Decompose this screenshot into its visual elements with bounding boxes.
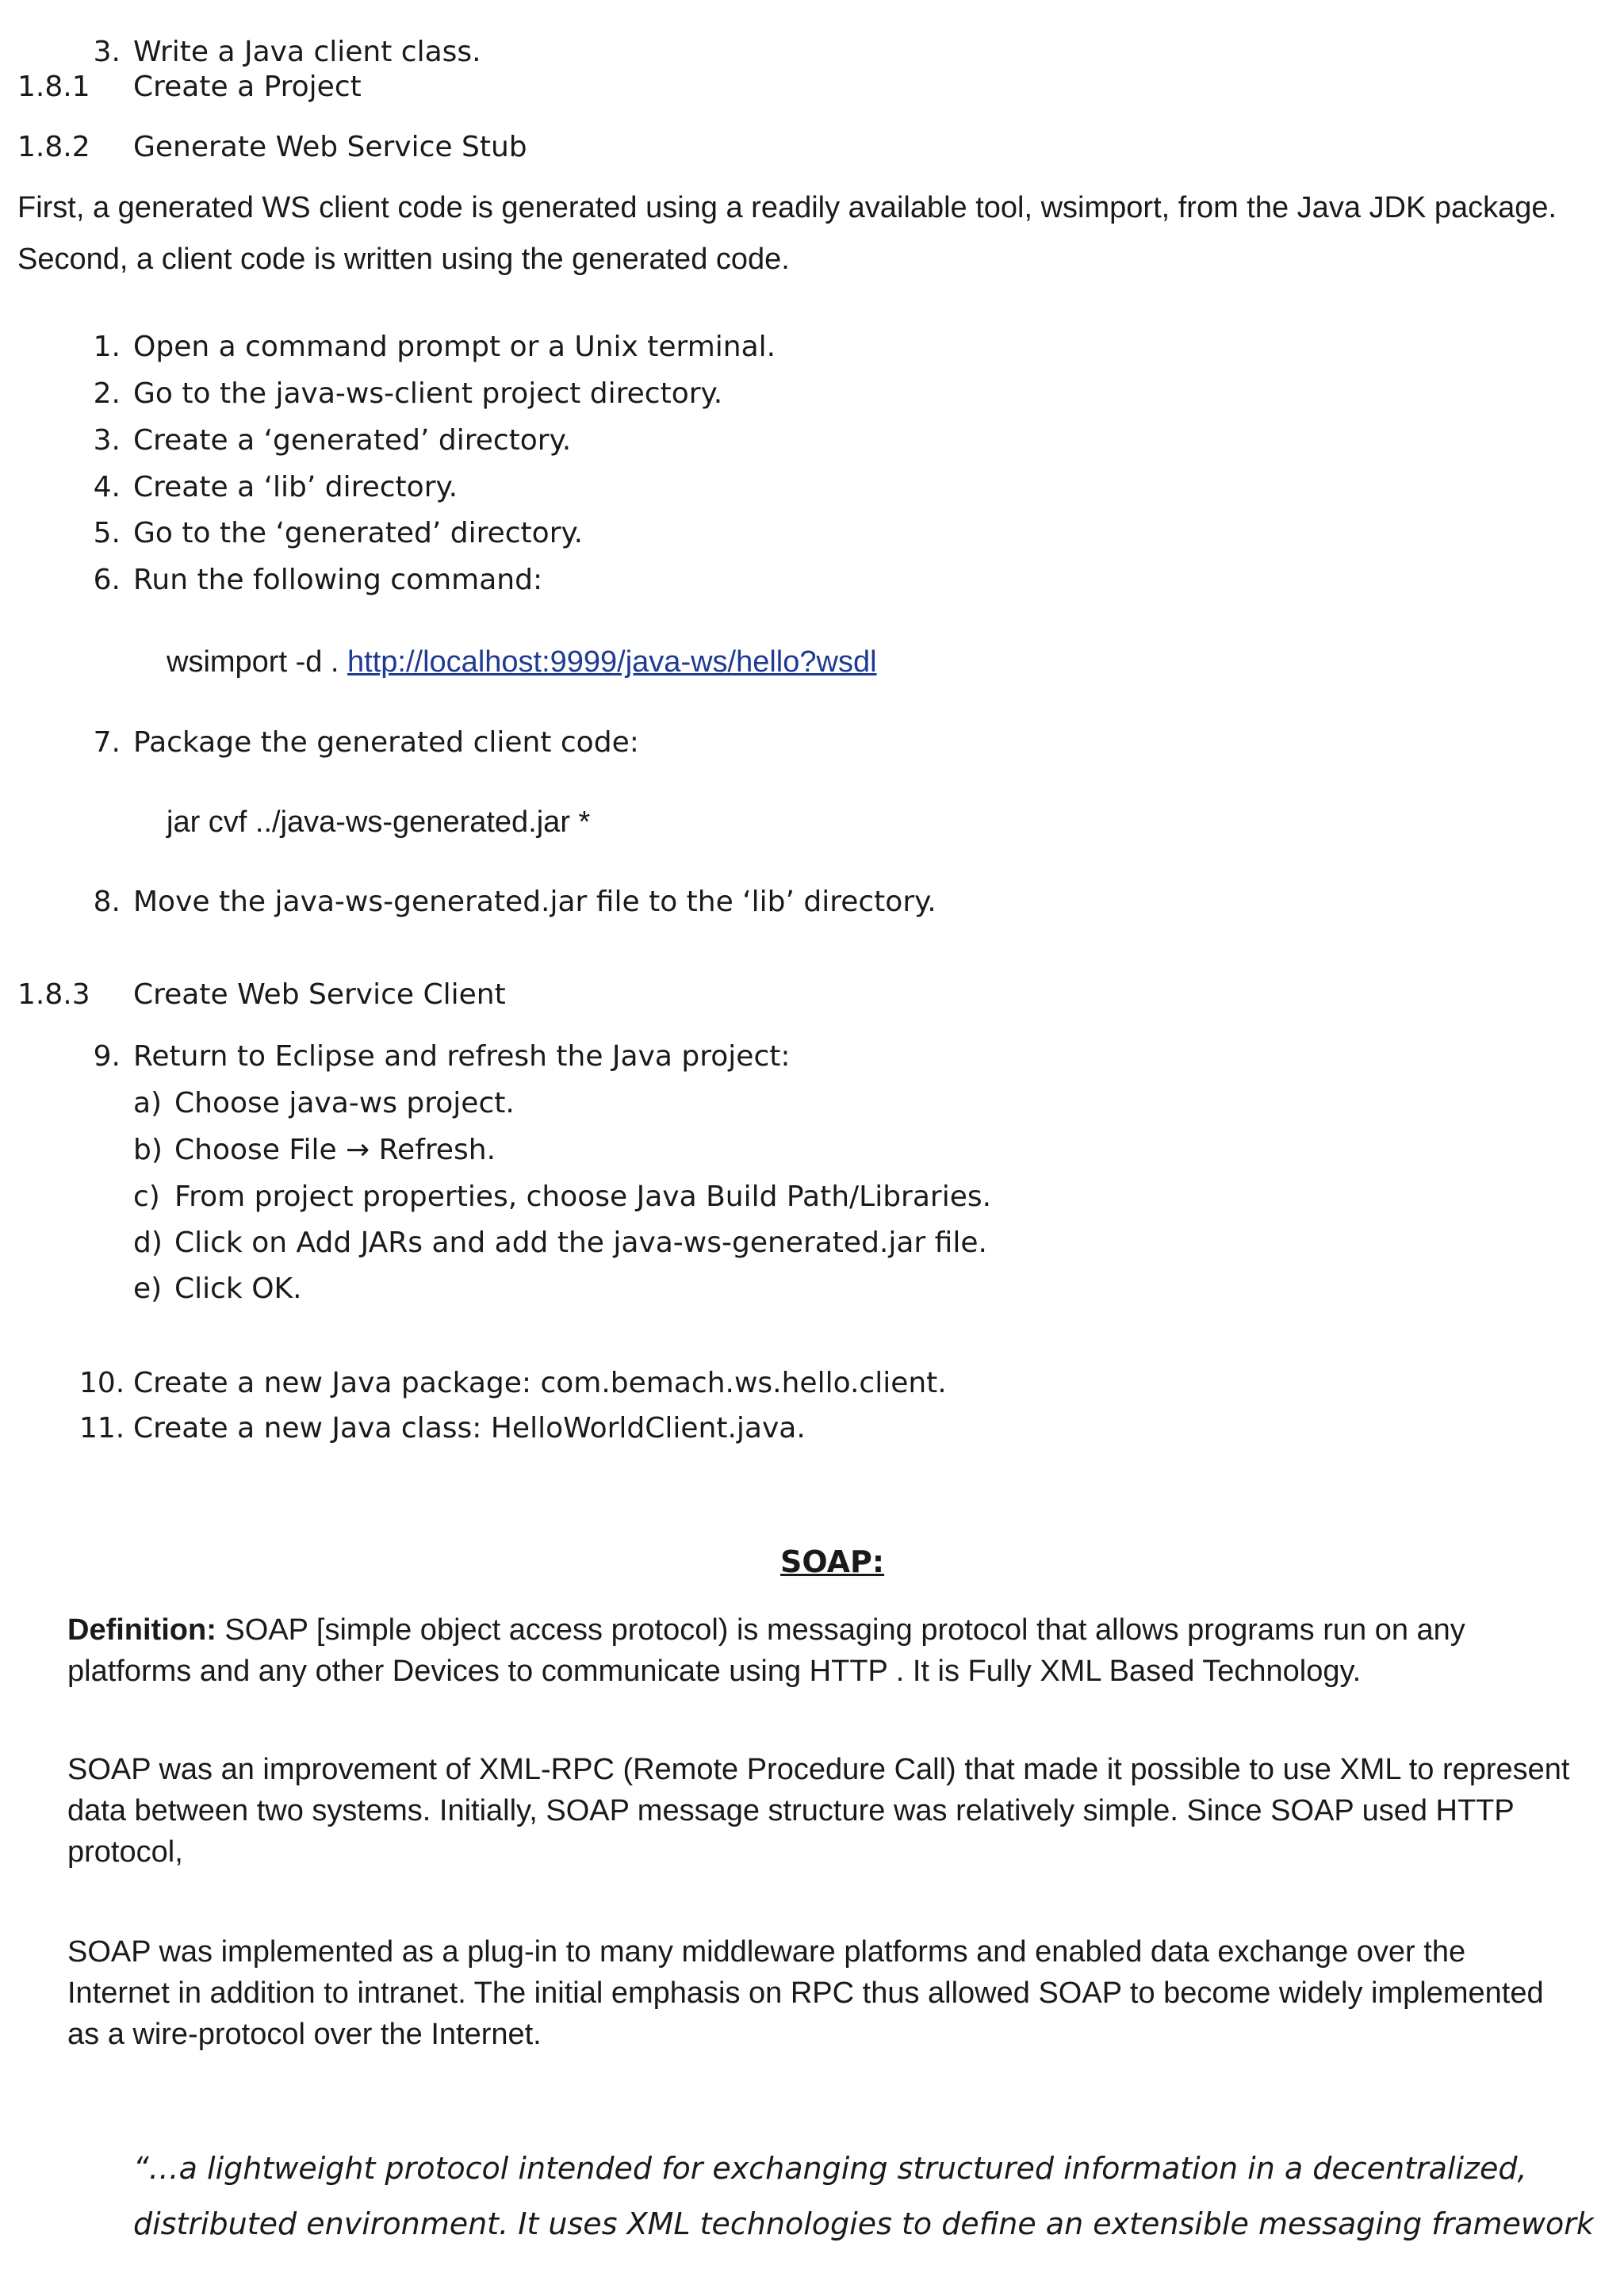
- step-number: 5.: [93, 517, 121, 549]
- definition-text: SOAP [simple object access protocol) is messaging protocol that allows programs run on any: [216, 1613, 1465, 1647]
- step-number: 6.: [93, 564, 121, 596]
- step-text: Go to the java-ws-client project directory.: [133, 377, 723, 410]
- step-text: Create a ‘generated’ directory.: [133, 424, 572, 457]
- substep-number: b): [133, 1134, 163, 1166]
- step-text: Move the java-ws-generated.jar file to the ‘lib’ directory.: [133, 886, 936, 918]
- soap-heading: SOAP:: [780, 1544, 885, 1579]
- step-number: 11.: [79, 1412, 125, 1445]
- intro-paragraph-line: Second, a client code is written using the generated code.: [17, 243, 790, 276]
- section-title: Create Web Service Client: [133, 978, 506, 1011]
- section-number: 1.8.1: [17, 71, 90, 103]
- substep-text: Click OK.: [174, 1272, 302, 1305]
- paragraph-line: Internet in addition to intranet. The initial emphasis on RPC thus allowed SOAP to become widely implemented: [67, 1976, 1544, 2010]
- section-number: 1.8.2: [17, 131, 90, 163]
- step-number: 3.: [93, 424, 121, 457]
- substep-number: c): [133, 1181, 160, 1213]
- quote-line: “…a lightweight protocol intended for exchanging structured information in a decentralized,: [133, 2151, 1527, 2186]
- paragraph-line: data between two systems. Initially, SOAP message structure was relatively simple. Since SOAP used HTTP: [67, 1794, 1515, 1827]
- definition-label: Definition:: [67, 1613, 216, 1647]
- soap-paragraph: [67, 1931, 1582, 2055]
- substep-text: From project properties, choose Java Build Path/Libraries.: [174, 1181, 992, 1213]
- section-title: Create a Project: [133, 71, 362, 103]
- step-number: 10.: [79, 1367, 125, 1399]
- step-number: 3.: [93, 36, 121, 68]
- step-text: Return to Eclipse and refresh the Java project:: [133, 1040, 791, 1073]
- command-prefix: wsimport -d .: [167, 645, 348, 679]
- step-number: 2.: [93, 377, 121, 410]
- wsdl-link[interactable]: http://localhost:9999/java-ws/hello?wsdl: [347, 645, 877, 679]
- substep-text: Choose File → Refresh.: [174, 1134, 496, 1166]
- intro-paragraph-line: First, a generated WS client code is generated using a readily available tool, wsimport, from the Java JDK package.: [17, 191, 1557, 224]
- paragraph-line: as a wire-protocol over the Internet.: [67, 2018, 542, 2051]
- step-number: 9.: [93, 1040, 121, 1073]
- step-text: Create a new Java package: com.bemach.ws.hello.client.: [133, 1367, 947, 1399]
- section-title: Generate Web Service Stub: [133, 131, 527, 163]
- substep-number: e): [133, 1272, 163, 1305]
- step-text: Run the following command:: [133, 564, 543, 596]
- section-number: 1.8.3: [17, 978, 90, 1011]
- step-number: 4.: [93, 471, 121, 503]
- step-text: Create a ‘lib’ directory.: [133, 471, 458, 503]
- soap-paragraph: [67, 1749, 1582, 1873]
- substep-text: Click on Add JARs and add the java-ws-generated.jar file.: [174, 1226, 987, 1259]
- substep-text: Choose java-ws project.: [174, 1087, 515, 1119]
- step-text: Package the generated client code:: [133, 726, 639, 759]
- paragraph-line: SOAP was an improvement of XML-RPC (Remote Procedure Call) that made it possible to use XML to represent: [67, 1753, 1570, 1786]
- step-text: Write a Java client class.: [133, 36, 481, 68]
- step-text: Go to the ‘generated’ directory.: [133, 517, 584, 549]
- step-text: Open a command prompt or a Unix terminal.: [133, 331, 776, 363]
- paragraph-line: SOAP was implemented as a plug-in to many middleware platforms and enabled data exchange over the: [67, 1935, 1466, 1969]
- paragraph-line: protocol,: [67, 1835, 183, 1869]
- quote-line: distributed environment. It uses XML technologies to define an extensible messaging framework: [133, 2206, 1594, 2241]
- definition-text: platforms and any other Devices to communicate using HTTP . It is Fully XML Based Technology.: [67, 1655, 1362, 1688]
- step-number: 7.: [93, 726, 121, 759]
- jar-command: jar cvf ../java-ws-generated.jar *: [167, 806, 591, 839]
- substep-number: d): [133, 1226, 163, 1259]
- substep-number: a): [133, 1087, 163, 1119]
- step-text: Create a new Java class: HelloWorldClient.java.: [133, 1412, 806, 1445]
- step-number: 8.: [93, 886, 121, 918]
- soap-quote: [133, 2141, 1594, 2252]
- definition-paragraph: [67, 1609, 1582, 1692]
- step-number: 1.: [93, 331, 121, 363]
- wsimport-command: [167, 645, 877, 681]
